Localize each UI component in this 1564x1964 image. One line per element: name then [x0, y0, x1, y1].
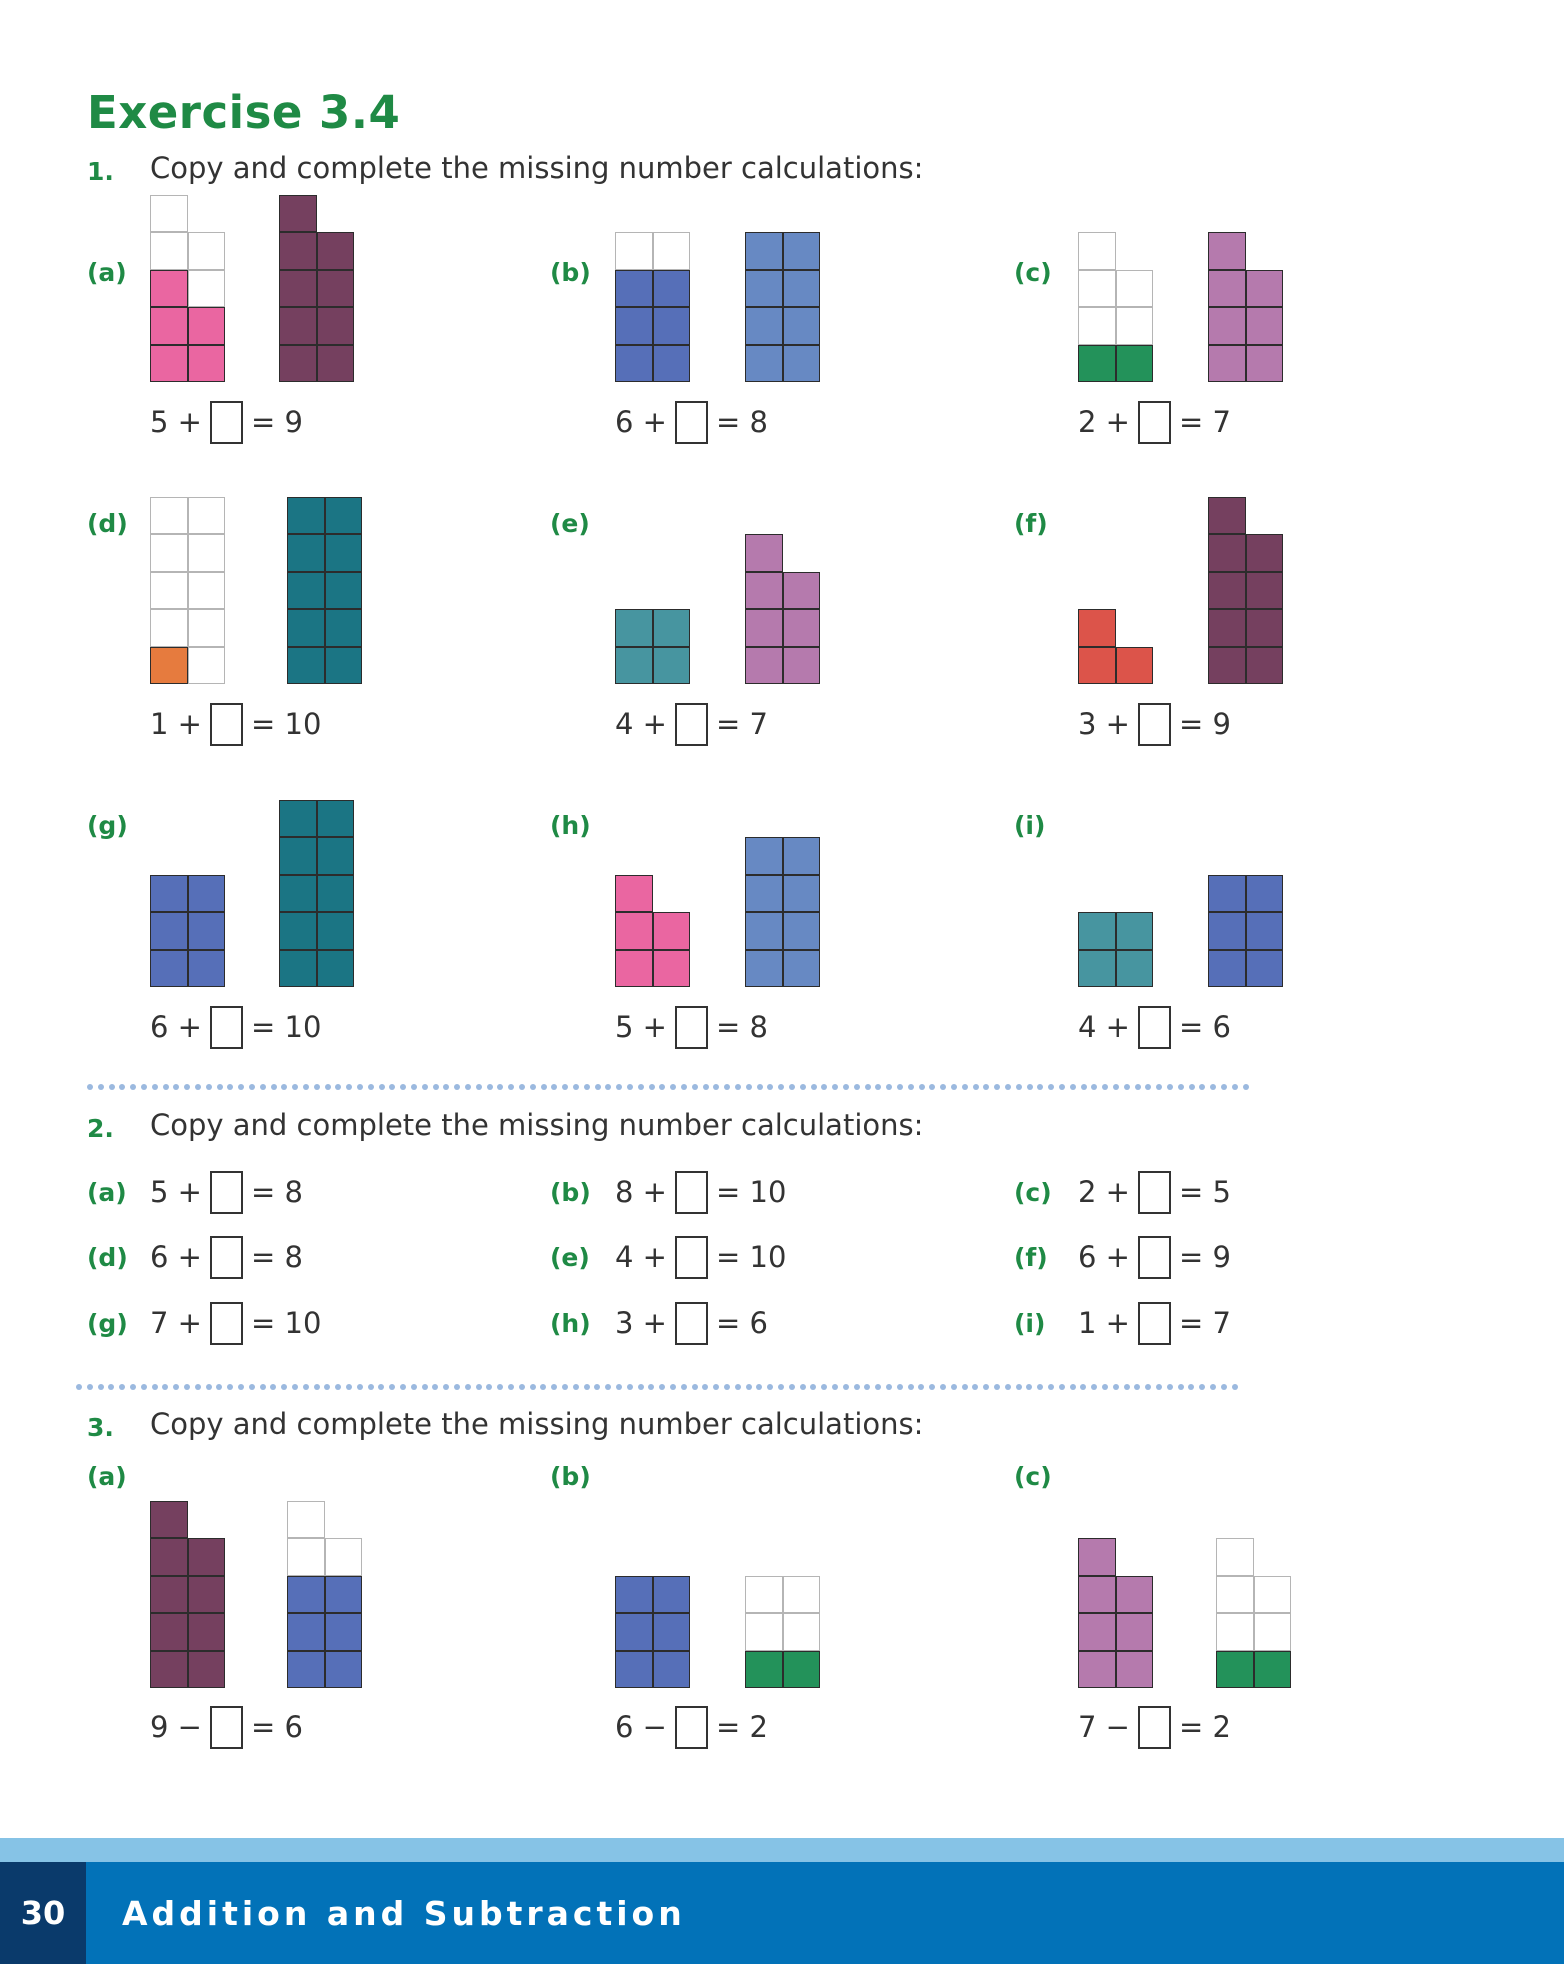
q3c-start-tower-block	[1078, 1651, 1116, 1689]
q1a-first-tower-empty-block	[150, 232, 188, 270]
equation-operator: +	[177, 1175, 202, 1209]
equation-result: = 9	[1178, 1240, 1231, 1274]
q1e-total-tower-block	[745, 534, 783, 572]
q1b-first-tower-empty-block	[653, 232, 691, 270]
q3b-start-tower-block	[615, 1576, 653, 1614]
q1h-total-tower-block	[745, 875, 783, 913]
q1b-total-tower-block	[783, 345, 821, 383]
q2-label-i: (i)	[1014, 1309, 1046, 1338]
equation-first-number: 5	[615, 1010, 634, 1044]
q3b-result-tower-empty-block	[783, 1576, 821, 1614]
q3c-start-tower-block	[1116, 1613, 1154, 1651]
q1h-total-tower-block	[783, 950, 821, 988]
q1f-total-tower-block	[1208, 497, 1246, 535]
q3a-start-tower-block	[150, 1538, 188, 1576]
q2-label-b: (b)	[550, 1178, 591, 1207]
equation-first-number: 4	[1078, 1010, 1097, 1044]
q1g-total-tower-block	[317, 950, 355, 988]
question-2-number: 2.	[87, 1114, 114, 1143]
q1h-total-tower-block	[745, 837, 783, 875]
q1d-first-tower-empty-block	[188, 647, 226, 685]
equation-result: = 6	[715, 1306, 768, 1340]
equation-operator: +	[1105, 707, 1130, 741]
q3a-result-tower-block	[325, 1576, 363, 1614]
q1b-total-tower-block	[745, 232, 783, 270]
equation-first-number: 2	[1078, 405, 1097, 439]
q2-label-a: (a)	[87, 1178, 127, 1207]
q3c-start-tower-block	[1116, 1576, 1154, 1614]
q1a-first-tower-block	[150, 307, 188, 345]
equation-operator: +	[177, 1306, 202, 1340]
q3-label-c: (c)	[1014, 1462, 1052, 1491]
equation-result: = 8	[250, 1240, 303, 1274]
q1f-first-tower-block	[1078, 609, 1116, 647]
equation-result: = 7	[715, 707, 768, 741]
equation-first-number: 5	[150, 1175, 169, 1209]
q1e-total-tower-block	[783, 609, 821, 647]
equation-first-number: 3	[615, 1306, 634, 1340]
q3a-result-tower-empty-block	[287, 1538, 325, 1576]
q1g-total-tower-block	[279, 875, 317, 913]
q1a-total-tower-block	[279, 232, 317, 270]
q1b-first-tower-block	[615, 270, 653, 308]
equation-result: = 7	[1178, 1306, 1231, 1340]
q1e-total-tower-block	[783, 647, 821, 685]
q3b-start-tower-block	[653, 1651, 691, 1689]
q1a-total-tower-block	[317, 270, 355, 308]
q2-label-d: (d)	[87, 1243, 128, 1272]
equation-result: = 10	[250, 1306, 322, 1340]
question-3-text: Copy and complete the missing number calculations:	[150, 1407, 924, 1441]
q1a-total-tower-block	[279, 195, 317, 233]
q1f-total-tower-block	[1246, 647, 1284, 685]
q1d-total-tower-block	[325, 534, 363, 572]
q1d-first-tower-empty-block	[188, 497, 226, 535]
equation-first-number: 7	[150, 1306, 169, 1340]
equation-operator: −	[177, 1710, 202, 1744]
q1g-total-tower-block	[317, 837, 355, 875]
q1i-total-tower-block	[1208, 875, 1246, 913]
q2-label-g: (g)	[87, 1309, 128, 1338]
q1i-first-tower-block	[1116, 912, 1154, 950]
q3c-result-tower-empty-block	[1254, 1613, 1292, 1651]
q1f-total-tower-block	[1208, 647, 1246, 685]
q1a-first-tower-empty-block	[150, 195, 188, 233]
q1-label-e: (e)	[550, 509, 590, 538]
equation-first-number: 8	[615, 1175, 634, 1209]
q1e-total-tower-block	[745, 609, 783, 647]
q1-label-a: (a)	[87, 258, 127, 287]
q1h-first-tower-block	[615, 875, 653, 913]
q1d-total-tower-block	[325, 572, 363, 610]
q1a-total-tower-block	[279, 345, 317, 383]
q1g-total-tower-block	[279, 950, 317, 988]
q1h-total-tower-block	[783, 875, 821, 913]
q1e-first-tower-block	[615, 647, 653, 685]
q1c-first-tower-empty-block	[1078, 232, 1116, 270]
q1d-first-tower-empty-block	[188, 572, 226, 610]
q1c-total-tower-block	[1208, 232, 1246, 270]
q1d-total-tower-block	[325, 497, 363, 535]
equation-result: = 5	[1178, 1175, 1231, 1209]
page-number: 30	[0, 1862, 86, 1964]
q3a-result-tower-block	[325, 1651, 363, 1689]
q1b-total-tower-block	[783, 232, 821, 270]
q1f-first-tower-block	[1116, 647, 1154, 685]
exercise-title: Exercise 3.4	[87, 86, 401, 139]
q3c-start-tower-block	[1078, 1613, 1116, 1651]
equation-result: = 7	[1178, 405, 1231, 439]
q1-label-b: (b)	[550, 258, 591, 287]
q3c-result-tower-empty-block	[1254, 1576, 1292, 1614]
q1h-total-tower-block	[745, 912, 783, 950]
q1e-first-tower-block	[653, 647, 691, 685]
q1e-first-tower-block	[615, 609, 653, 647]
q3b-start-tower-block	[653, 1613, 691, 1651]
chapter-title: Addition and Subtraction	[122, 1893, 686, 1933]
equation-operator: +	[177, 707, 202, 741]
q3a-result-tower-block	[287, 1613, 325, 1651]
q1i-total-tower-block	[1208, 950, 1246, 988]
equation-operator: +	[642, 707, 667, 741]
equation-result: = 6	[250, 1710, 303, 1744]
equation-result: = 8	[715, 405, 768, 439]
q3c-result-tower-empty-block	[1216, 1576, 1254, 1614]
equation-operator: +	[642, 1010, 667, 1044]
q1e-first-tower-block	[653, 609, 691, 647]
q3c-start-tower-block	[1078, 1576, 1116, 1614]
q1h-first-tower-block	[615, 950, 653, 988]
q1i-first-tower-block	[1078, 950, 1116, 988]
equation-operator: +	[177, 1010, 202, 1044]
q3c-start-tower-block	[1116, 1651, 1154, 1689]
q1d-total-tower-block	[287, 572, 325, 610]
q1f-total-tower-block	[1246, 609, 1284, 647]
q1g-first-tower-block	[150, 875, 188, 913]
question-1-text: Copy and complete the missing number calculations:	[150, 151, 924, 185]
q1c-total-tower-block	[1246, 345, 1284, 383]
q1c-first-tower-empty-block	[1116, 307, 1154, 345]
equation-operator: +	[1105, 1010, 1130, 1044]
q1h-total-tower-block	[783, 837, 821, 875]
q1g-total-tower-block	[279, 800, 317, 838]
equation-operator: +	[1105, 405, 1130, 439]
q1g-first-tower-block	[188, 950, 226, 988]
q2-label-e: (e)	[550, 1243, 590, 1272]
q1b-first-tower-block	[653, 270, 691, 308]
equation-result: = 8	[250, 1175, 303, 1209]
q3a-start-tower-block	[188, 1651, 226, 1689]
q3b-start-tower-block	[615, 1613, 653, 1651]
q1c-first-tower-empty-block	[1116, 270, 1154, 308]
equation-first-number: 6	[615, 1710, 634, 1744]
q1h-first-tower-block	[653, 912, 691, 950]
q3-label-b: (b)	[550, 1462, 591, 1491]
q3a-start-tower-block	[150, 1576, 188, 1614]
equation-first-number: 6	[150, 1240, 169, 1274]
q2-label-f: (f)	[1014, 1243, 1048, 1272]
q3c-result-tower-block	[1254, 1651, 1292, 1689]
q3a-result-tower-block	[325, 1613, 363, 1651]
q1d-first-tower-empty-block	[150, 497, 188, 535]
equation-operator: +	[642, 1175, 667, 1209]
q1a-first-tower-block	[188, 307, 226, 345]
question-2-text: Copy and complete the missing number calculations:	[150, 1108, 924, 1142]
q3b-result-tower-empty-block	[783, 1613, 821, 1651]
q1c-first-tower-empty-block	[1078, 307, 1116, 345]
equation-operator: +	[177, 405, 202, 439]
q1f-total-tower-block	[1208, 609, 1246, 647]
q1b-total-tower-block	[783, 307, 821, 345]
equation-operator: +	[642, 1240, 667, 1274]
q1e-total-tower-block	[783, 572, 821, 610]
q1b-first-tower-block	[653, 345, 691, 383]
q2-label-h: (h)	[550, 1309, 591, 1338]
equation-result: = 9	[250, 405, 303, 439]
q1i-total-tower-block	[1246, 875, 1284, 913]
q1c-total-tower-block	[1246, 307, 1284, 345]
equation-operator: +	[1105, 1240, 1130, 1274]
q3a-start-tower-block	[188, 1538, 226, 1576]
q1d-first-tower-empty-block	[188, 534, 226, 572]
q1d-first-tower-block	[150, 647, 188, 685]
q1a-total-tower-block	[317, 307, 355, 345]
q1h-total-tower-block	[783, 912, 821, 950]
equation-result: = 8	[715, 1010, 768, 1044]
q3a-result-tower-empty-block	[325, 1538, 363, 1576]
q1a-first-tower-empty-block	[188, 232, 226, 270]
q1g-total-tower-block	[317, 875, 355, 913]
q1b-total-tower-block	[745, 345, 783, 383]
q1c-total-tower-block	[1208, 307, 1246, 345]
q3b-result-tower-block	[783, 1651, 821, 1689]
q1b-total-tower-block	[745, 307, 783, 345]
q1-label-f: (f)	[1014, 509, 1048, 538]
equation-first-number: 1	[1078, 1306, 1097, 1340]
q3a-start-tower-block	[188, 1576, 226, 1614]
q1a-total-tower-block	[279, 270, 317, 308]
q3b-result-tower-block	[745, 1651, 783, 1689]
q1h-first-tower-block	[615, 912, 653, 950]
equation-result: = 6	[1178, 1010, 1231, 1044]
q1d-first-tower-empty-block	[150, 609, 188, 647]
q1c-total-tower-block	[1208, 345, 1246, 383]
equation-result: = 2	[715, 1710, 768, 1744]
question-1-number: 1.	[87, 157, 114, 186]
q1c-total-tower-block	[1208, 270, 1246, 308]
q3c-result-tower-block	[1216, 1651, 1254, 1689]
q3a-start-tower-block	[150, 1501, 188, 1539]
equation-result: = 9	[1178, 707, 1231, 741]
q1b-first-tower-block	[615, 307, 653, 345]
equation-result: = 10	[250, 707, 322, 741]
q1e-total-tower-block	[745, 647, 783, 685]
q1h-first-tower-block	[653, 950, 691, 988]
equation-first-number: 4	[615, 707, 634, 741]
question-3-number: 3.	[87, 1413, 114, 1442]
q1c-first-tower-block	[1116, 345, 1154, 383]
q3a-start-tower-block	[188, 1613, 226, 1651]
q1i-first-tower-block	[1116, 950, 1154, 988]
q1i-total-tower-block	[1208, 912, 1246, 950]
q1b-first-tower-block	[653, 307, 691, 345]
equation-result: = 10	[715, 1175, 787, 1209]
q1a-first-tower-block	[150, 345, 188, 383]
q1c-first-tower-empty-block	[1078, 270, 1116, 308]
equation-operator: +	[642, 405, 667, 439]
q3a-start-tower-block	[150, 1651, 188, 1689]
q1a-total-tower-block	[279, 307, 317, 345]
q3b-start-tower-block	[653, 1576, 691, 1614]
equation-first-number: 2	[1078, 1175, 1097, 1209]
q1g-total-tower-block	[279, 912, 317, 950]
q1g-first-tower-block	[188, 875, 226, 913]
q1i-first-tower-block	[1078, 912, 1116, 950]
q1d-first-tower-empty-block	[150, 572, 188, 610]
equation-operator: +	[1105, 1306, 1130, 1340]
equation-first-number: 5	[150, 405, 169, 439]
q1f-total-tower-block	[1246, 572, 1284, 610]
q1-label-c: (c)	[1014, 258, 1052, 287]
q1f-total-tower-block	[1208, 534, 1246, 572]
q1f-total-tower-block	[1246, 534, 1284, 572]
q3b-start-tower-block	[615, 1651, 653, 1689]
q1-label-d: (d)	[87, 509, 128, 538]
q1d-total-tower-block	[287, 497, 325, 535]
q1i-total-tower-block	[1246, 912, 1284, 950]
q1a-total-tower-block	[317, 232, 355, 270]
q3a-result-tower-block	[287, 1576, 325, 1614]
equation-operator: +	[177, 1240, 202, 1274]
q1f-first-tower-block	[1078, 647, 1116, 685]
q1-label-g: (g)	[87, 811, 128, 840]
q1b-total-tower-block	[745, 270, 783, 308]
q3a-result-tower-block	[287, 1651, 325, 1689]
q1g-total-tower-block	[317, 912, 355, 950]
q1a-first-tower-block	[188, 345, 226, 383]
q3b-result-tower-empty-block	[745, 1613, 783, 1651]
q1a-first-tower-empty-block	[188, 270, 226, 308]
q1b-first-tower-block	[615, 345, 653, 383]
q1d-first-tower-empty-block	[150, 534, 188, 572]
equation-operator: +	[642, 1306, 667, 1340]
q3c-result-tower-empty-block	[1216, 1538, 1254, 1576]
equation-operator: −	[642, 1710, 667, 1744]
q1-label-h: (h)	[550, 811, 591, 840]
q3c-result-tower-empty-block	[1216, 1613, 1254, 1651]
q1g-first-tower-block	[188, 912, 226, 950]
q1g-first-tower-block	[150, 950, 188, 988]
equation-first-number: 6	[615, 405, 634, 439]
q1d-total-tower-block	[287, 534, 325, 572]
q1f-total-tower-block	[1208, 572, 1246, 610]
q1g-total-tower-block	[317, 800, 355, 838]
equation-operator: +	[1105, 1175, 1130, 1209]
q3a-result-tower-empty-block	[287, 1501, 325, 1539]
equation-first-number: 6	[150, 1010, 169, 1044]
q1d-first-tower-empty-block	[188, 609, 226, 647]
q1b-first-tower-empty-block	[615, 232, 653, 270]
q1a-total-tower-block	[317, 345, 355, 383]
footer-accent-strip	[0, 1838, 1564, 1862]
equation-result: = 10	[250, 1010, 322, 1044]
q1i-total-tower-block	[1246, 950, 1284, 988]
q2-label-c: (c)	[1014, 1178, 1052, 1207]
q1g-first-tower-block	[150, 912, 188, 950]
q1c-first-tower-block	[1078, 345, 1116, 383]
q1d-total-tower-block	[325, 609, 363, 647]
q1h-total-tower-block	[745, 950, 783, 988]
q3b-result-tower-empty-block	[745, 1576, 783, 1614]
q1g-total-tower-block	[279, 837, 317, 875]
q3a-start-tower-block	[150, 1613, 188, 1651]
equation-first-number: 3	[1078, 707, 1097, 741]
q1-label-i: (i)	[1014, 811, 1046, 840]
equation-first-number: 9	[150, 1710, 169, 1744]
q1d-total-tower-block	[287, 609, 325, 647]
q1b-total-tower-block	[783, 270, 821, 308]
q3-label-a: (a)	[87, 1462, 127, 1491]
equation-operator: −	[1105, 1710, 1130, 1744]
equation-first-number: 7	[1078, 1710, 1097, 1744]
q3c-start-tower-block	[1078, 1538, 1116, 1576]
q1c-total-tower-block	[1246, 270, 1284, 308]
q1a-first-tower-block	[150, 270, 188, 308]
q1e-total-tower-block	[745, 572, 783, 610]
equation-first-number: 4	[615, 1240, 634, 1274]
q1d-total-tower-block	[287, 647, 325, 685]
equation-result: = 10	[715, 1240, 787, 1274]
q1d-total-tower-block	[325, 647, 363, 685]
equation-first-number: 1	[150, 707, 169, 741]
equation-result: = 2	[1178, 1710, 1231, 1744]
equation-first-number: 6	[1078, 1240, 1097, 1274]
